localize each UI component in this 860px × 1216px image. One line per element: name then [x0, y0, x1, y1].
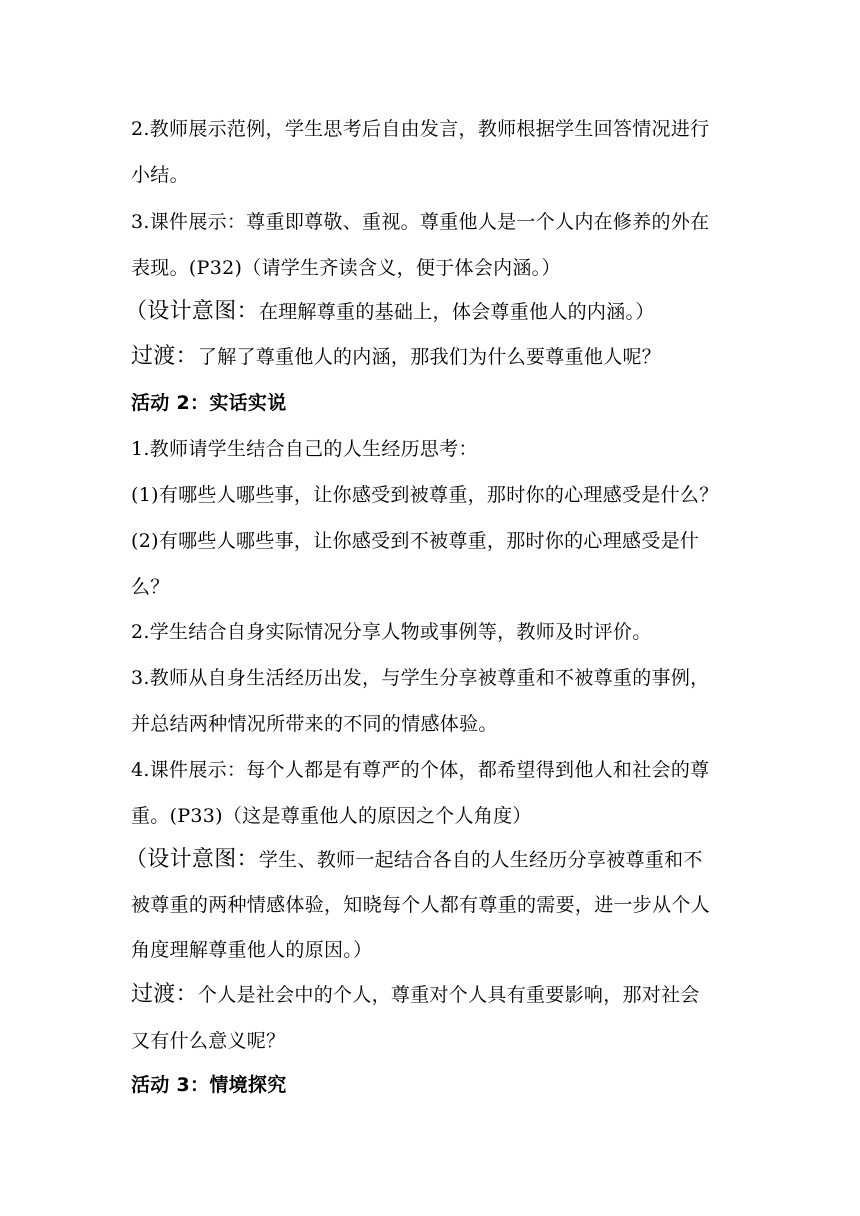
- design-intent-text: 在理解尊重的基础上，体会尊重他人的内涵。）: [258, 301, 655, 323]
- transition-line: [131, 345, 661, 369]
- paragraph-line: 么？: [131, 576, 170, 598]
- paragraph-line: (2)有哪些人哪些事，让你感受到不被尊重，那时你的心理感受是什: [131, 530, 700, 552]
- design-intent-label: （设计意图：: [125, 299, 259, 324]
- transition-line: [131, 983, 700, 1007]
- transition-label: 过渡：: [131, 344, 198, 369]
- design-intent-label: （设计意图：: [125, 847, 259, 872]
- paragraph-line: 3.教师从自身生活经历出发，与学生分享被尊重和不被尊重的事例，: [131, 667, 710, 689]
- transition-label: 过渡：: [131, 982, 198, 1007]
- paragraph-line: 被尊重的两种情感体验，知晓每个人都有尊重的需要，进一步从个人: [131, 894, 711, 916]
- paragraph-line: 2.学生结合自身实际情况分享人物或事例等，教师及时评价。: [131, 621, 652, 643]
- paragraph-line: 角度理解尊重他人的原因。）: [131, 939, 373, 961]
- paragraph-line: (1)有哪些人哪些事，让你感受到被尊重，那时你的心理感受是什么？: [131, 484, 719, 506]
- paragraph-line: 2.教师展示范例，学生思考后自由发言，教师根据学生回答情况进行: [131, 118, 710, 140]
- paragraph-line: 4.课件展示：每个人都是有尊严的个体，都希望得到他人和社会的尊: [131, 759, 710, 781]
- paragraph-line: 并总结两种情况所带来的不同的情感体验。: [131, 713, 498, 735]
- paragraph-line: 重。(P33)（这是尊重他人的原因之个人角度）: [131, 805, 532, 827]
- design-intent-line: [125, 848, 703, 872]
- paragraph-line: 又有什么意义呢？: [131, 1030, 286, 1052]
- design-intent-line: [125, 300, 655, 324]
- activity-heading: 活动 3：情境探究: [131, 1074, 287, 1096]
- paragraph-line: 1.教师请学生结合自己的人生经历思考：: [131, 438, 478, 460]
- transition-text: 个人是社会中的个人，尊重对个人具有重要影响，那对社会: [197, 984, 700, 1006]
- transition-text: 了解了尊重他人的内涵，那我们为什么要尊重他人呢？: [197, 346, 662, 368]
- design-intent-text: 学生、教师一起结合各自的人生经历分享被尊重和不: [258, 849, 703, 871]
- activity-heading: 活动 2：实话实说: [131, 392, 287, 414]
- paragraph-line: 小结。: [131, 164, 189, 186]
- paragraph-line: 3.课件展示：尊重即尊敬、重视。尊重他人是一个人内在修养的外在: [131, 211, 710, 233]
- paragraph-line: 表现。(P32)（请学生齐读含义，便于体会内涵。）: [131, 257, 561, 279]
